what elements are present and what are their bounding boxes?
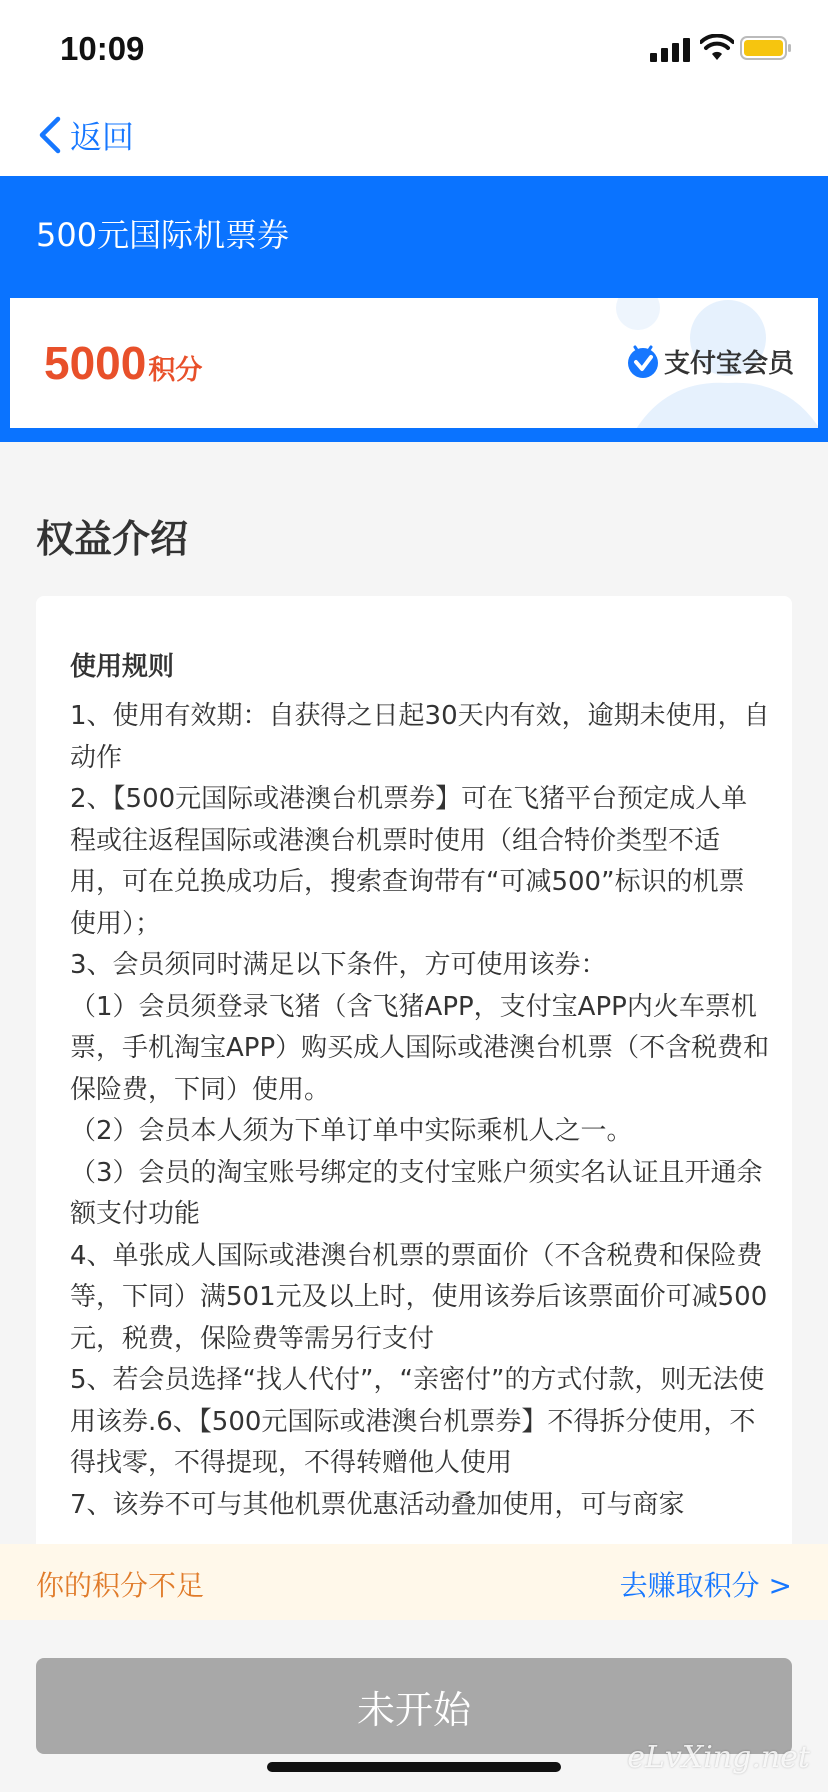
price bbox=[44, 336, 202, 390]
rule-item: （1）会员须登录飞猪（含飞猪APP，支付宝APP内火车票机票，手机淘宝APP）购买成人国际或港澳台机票（不含税费和保险费，下同）使用。 bbox=[70, 991, 770, 1105]
battery-icon bbox=[740, 36, 792, 60]
not-started-button[interactable]: 未开始 bbox=[36, 1658, 792, 1754]
chevron-left-icon bbox=[36, 115, 64, 155]
rule-item: 7、该券不可与其他机票优惠活动叠加使用，可与商家 bbox=[70, 1489, 685, 1520]
cellular-signal-icon bbox=[650, 36, 694, 62]
rules-card bbox=[36, 596, 792, 1616]
points-notice-bar bbox=[0, 1544, 828, 1620]
section-title: 权益介绍 bbox=[36, 517, 189, 561]
nav-bar bbox=[0, 96, 828, 176]
rule-item: 4、单张成人国际或港澳台机票的票面价（不含税费和保险费等，下同）满501元及以上时，使用该券后该票面价可减500元，税费，保险费等需另行支付 bbox=[70, 1240, 768, 1354]
status-time: 10:09 bbox=[60, 30, 145, 67]
alipay-member-icon bbox=[626, 342, 660, 380]
price-value: 5000 bbox=[44, 337, 147, 389]
rule-item: 2、【500元国际或港澳台机票券】可在飞猪平台预定成人单程或往返程国际或港澳台机票时使用（组合特价类型不适用，可在兑换成功后，搜索查询带有“可减500”标识的机票使用）； bbox=[70, 784, 748, 939]
price-card bbox=[10, 298, 818, 428]
member-label: 支付宝会员 bbox=[663, 348, 794, 379]
rule-item: （2）会员本人须为下单订单中实际乘机人之一。 bbox=[70, 1116, 633, 1146]
back-button[interactable] bbox=[36, 110, 134, 160]
coupon-header bbox=[0, 176, 828, 442]
alipay-member-logo bbox=[626, 342, 794, 380]
price-unit: 积分 bbox=[148, 355, 203, 385]
rule-item: 1、使用有效期：自获得之日起30天内有效，逾期未使用，自动作 bbox=[70, 701, 770, 773]
status-bar bbox=[0, 0, 828, 96]
insufficient-points-text: 你的积分不足 bbox=[36, 1569, 205, 1602]
back-label: 返回 bbox=[70, 118, 135, 156]
rules-list bbox=[70, 696, 770, 1526]
rule-item: 3、会员须同时满足以下条件，方可使用该券： bbox=[70, 950, 607, 980]
rule-item: 5、若会员选择“找人代付”，“亲密付”的方式付款，则无法使用该券.6、【500元国际或港澳台机票券】不得拆分使用，不得找零，不得提现，不得转赠他人使用 bbox=[70, 1365, 765, 1478]
coupon-title: 500元国际机票券 bbox=[36, 216, 290, 254]
rule-item: （3）会员的淘宝账号绑定的支付宝账户须实名认证且开通余额支付功能 bbox=[70, 1157, 763, 1229]
site-watermark: eLvXing.net bbox=[627, 1740, 810, 1775]
earn-points-link[interactable]: 去赚取积分 > bbox=[619, 1569, 792, 1602]
wifi-icon bbox=[700, 34, 734, 62]
home-indicator bbox=[267, 1762, 561, 1772]
rules-heading: 使用规则 bbox=[70, 652, 175, 682]
